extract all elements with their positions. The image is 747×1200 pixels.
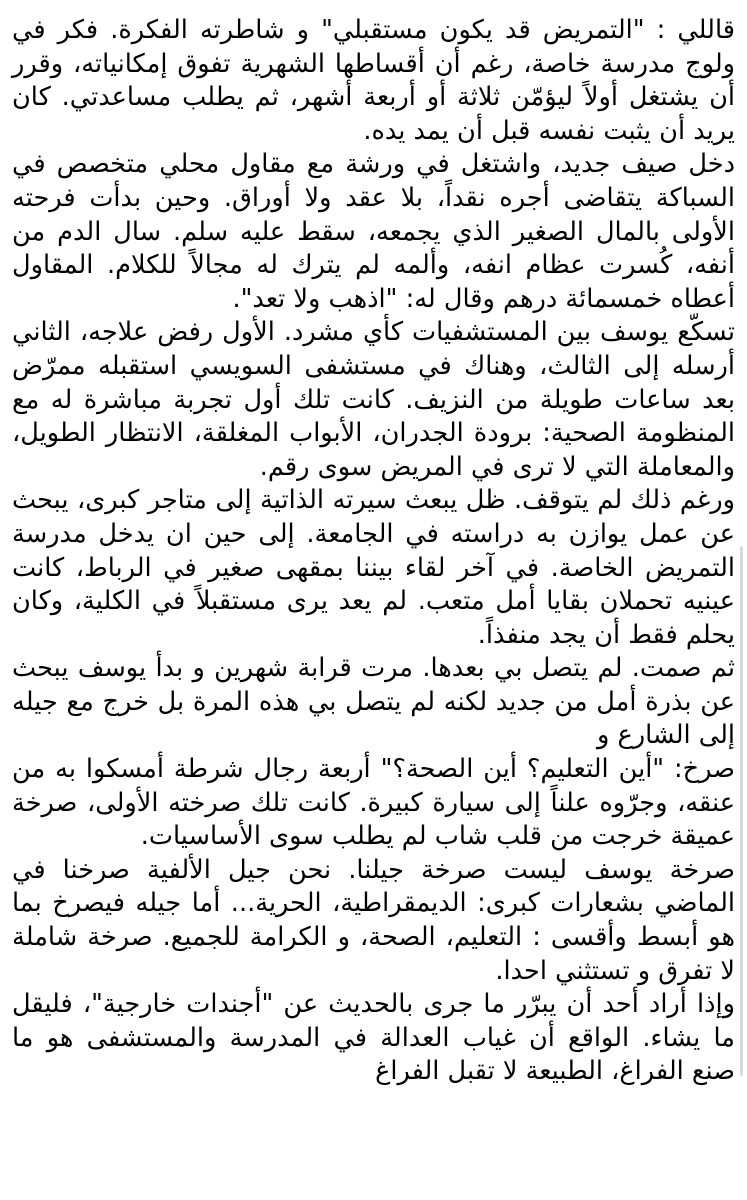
paragraph-5: ثم صمت. لم يتصل بي بعدها. مرت قرابة شهرين و بدأ يوسف يبحث عن بذرة أمل من جديد لكنه لم يتصل بي هذه المرة بل خرج مع جيله إلى الشارع و: [12, 653, 735, 751]
paragraph-4: ورغم ذلك لم يتوقف. ظل يبعث سيرته الذاتية إلى متاجر كبرى، يبحث عن عمل يوازن به دراسته في الجامعة. إلى حين ان يدخل مدرسة التمريض الخاصة. في آخر لقاء بيننا بمقهى صغير في الرباط، كانت عينيه تحملان بقايا أمل متعب. لم يعد يرى مستقبلاً في الكلية، وكان يحلم فقط أن يجد منفذاً.: [12, 485, 735, 650]
paragraph-2: دخل صيف جديد، واشتغل في ورشة مع مقاول محلي متخصص في السباكة يتقاضى أجره نقداً، بلا عقد ولا أوراق. وحين بدأت فرحته الأولى بالمال الصغير الذي يجمعه، سقط عليه سلم. سال الدم من أنفه، كُسرت عظام انفه، وألمه لم يترك له مجالاً للكلام. المقاول أعطاه خمسمائة درهم وقال له: "اذهب ولا تعد".: [12, 149, 735, 314]
paragraph-1: قاللي : "التمريض قد يكون مستقبلي" و شاطرته الفكرة. فكر في ولوج مدرسة خاصة، رغم أن أقساطها الشهرية تفوق إمكانياته، وقرر أن يشتغل أولاً ليؤمّن ثلاثة أو أربعة أشهر، ثم يطلب مساعدتي. كان يريد أن يثبت نفسه قبل أن يمد يده.: [12, 15, 735, 146]
paragraph-6: صرخ: "أين التعليم؟ أين الصحة؟" أربعة رجال شرطة أمسكوا به من عنقه، وجرّوه علناً إلى سيارة كبيرة. كانت تلك صرخته الأولى، صرخة عميقة خرجت من قلب شاب لم يطلب سوى الأساسيات.: [12, 754, 735, 852]
paragraph-7: صرخة يوسف ليست صرخة جيلنا. نحن جيل الألفية صرخنا في الماضي بشعارات كبرى: الديمقراطية، الحرية... أما جيله فيصرخ بما هو أبسط وأقسى : التعليم، الصحة، و الكرامة للجميع. صرخة شاملة لا تفرق و تستثني احدا.: [12, 854, 735, 986]
paragraph-8: وإذا أراد أحد أن يبرّر ما جرى بالحديث عن "أجندات خارجية"، فليقل ما يشاء. الواقع أن غياب العدالة في المدرسة والمستشفى هو ما صنع الفراغ، الطبيعة لا تقبل الفراغ: [12, 989, 735, 1087]
paragraph-3: تسكّع يوسف بين المستشفيات كأي مشرد. الأول رفض علاجه، الثاني أرسله إلى الثالث، وهناك في مستشفى السويسي استقبله ممرّض بعد ساعات طويلة من النزيف. كانت تلك أول تجربة مباشرة له مع المنظومة الصحية: برودة الجدران، الأبواب المغلقة، الانتظار الطويل، والمعاملة التي لا ترى في المريض سوى رقم.: [12, 317, 735, 482]
article-body: [12, 14, 735, 1089]
vertical-scrollbar[interactable]: [740, 546, 743, 1076]
